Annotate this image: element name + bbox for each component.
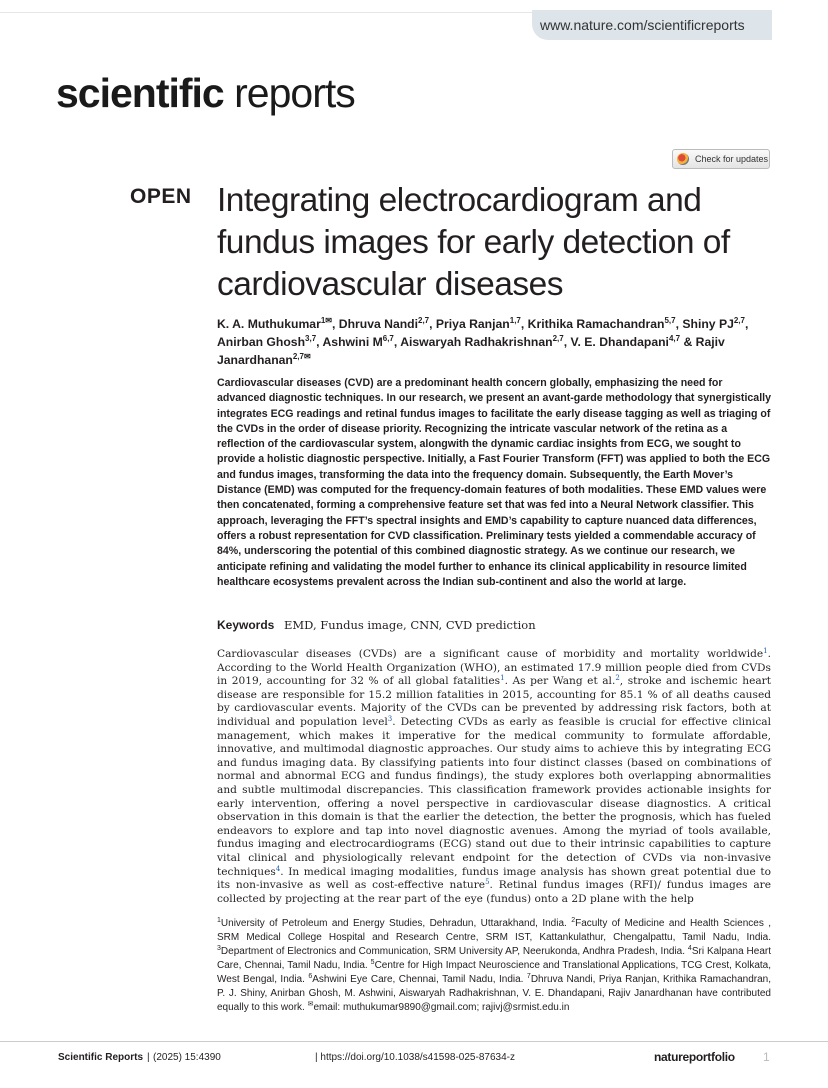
open-access-label: OPEN (130, 185, 192, 208)
publisher-logo: natureportfolio (654, 1050, 735, 1064)
affiliation-marker[interactable]: 1 (217, 917, 221, 924)
body-text-run: . According to the World Health Organization (WHO), an estimated 17.9 million people died from CVDs in 2019, accounting for 32 % of all global fatalities (217, 648, 771, 688)
author-name[interactable]: Ashwini M (322, 335, 383, 349)
body-text-run: . Retinal fundus images (RFI)/ fundus images are collected by projecting at the rear part of the eye (fundus) onto a 2D plane with the help (217, 879, 771, 905)
author-affiliation-marker: 1✉ (320, 316, 332, 325)
author-name[interactable]: Priya Ranjan (435, 317, 510, 331)
body-text-run: . In medical imaging modalities, fundus image analysis has shown great potential due to its non-invasive as well as cost-effective nature (217, 865, 771, 892)
affiliation-text: email: muthukumar9890@gmail.com; rajivj@srmist.edu.in (313, 1002, 570, 1013)
body-text-run: , stroke and ischemic heart disease are responsible for 15.2 million fatalities in 2015, accounting for 85.1 % of all deaths caused by cardiovascular events. Majority of the CVDs can be prevented by addressing risk factors, both at individual and population level (217, 675, 772, 728)
check-updates-button[interactable] (672, 149, 770, 169)
logo-bold-text: scientific (56, 70, 224, 116)
abstract: Cardiovascular diseases (CVD) are a predominant health concern globally, emphasizing the need for advanced diagnostic techniques. In our research, we present an avant-garde methodology that synergistically integrates ECG readings and retinal fundus images to facilitate the early disease tagging as well as triaging of the CVDs in the order of disease priority. Recognizing the intricate vascular network of the retina as a reflection of the cardiovascular system, alongwith the dynamic cardiac insights from ECG, we sought to provide a holistic diagnostic perspective. Initially, a Fast Fourier Transform (FFT) was applied to both the ECG and fundus images, transforming the data into the frequency domain. Subsequently, the Earth Mover’s Distance (EMD) was computed for the frequency-domain features of both modalities. These EMD values were then concatenated, forming a comprehensive feature set that was fed into a Neural Network classifier. This approach, leveraging the FFT’s spectral insights and EMD’s capability to capture nuanced data differences, offers a robust representation for CVD classification. Preliminary tests yielded a commendable accuracy of 84%, underscoring the potential of this combined diagnostic strategy. As we continue our research, we anticipate refining and validating the model further to enhance its clinical applicability in resource limited healthcare ecosystems prevalent across the Indian sub-continent and also the world at large. (217, 377, 771, 588)
author-name[interactable]: Krithika Ramachandran (527, 317, 665, 331)
footer-journal-name: Scientific Reports (58, 1052, 144, 1063)
citation-ref[interactable]: 4 (275, 864, 281, 873)
author-affiliation-marker: 2,7✉ (292, 352, 311, 361)
author-affiliation-marker: 2,7 (552, 334, 564, 343)
author-affiliation-marker: 3,7 (305, 334, 317, 343)
affiliation-marker[interactable]: 3 (217, 945, 221, 952)
citation-ref[interactable]: 1 (500, 674, 505, 683)
body-paragraph (217, 648, 771, 906)
affiliation-text: Dhruva Nandi, Priya Ranjan, Krithika Ramachandran, P. J. Shiny, Anirban Ghosh, M. Ashwini, Aiswaryah Radhakrishnan, V. E. Dhandapani, Rajiv Janardhanan have contributed equally to this work. (217, 974, 771, 1013)
affiliation-marker[interactable]: 2 (571, 917, 576, 924)
keywords (217, 618, 536, 632)
author-affiliation-marker: 2,7 (418, 316, 430, 325)
author-affiliation-marker: 5,7 (664, 316, 676, 325)
author-name[interactable]: & Rajiv Janardhanan (217, 335, 725, 367)
affiliation-marker[interactable]: 6 (308, 973, 313, 980)
author-name[interactable]: V. E. Dhandapani (570, 335, 669, 349)
author-name[interactable]: Shiny PJ (682, 317, 734, 331)
logo-light-text: reports (234, 70, 355, 116)
journal-url-link[interactable]: www.nature.com/scientificreports (540, 17, 745, 33)
body-text-run: Cardiovascular diseases (CVDs) are a significant cause of morbidity and mortality worldwide (217, 648, 764, 660)
affiliation-text: Sri Kalpana Heart Care, Chennai, Tamil Nadu, India. (217, 946, 771, 971)
journal-logo[interactable] (56, 70, 355, 117)
affiliation-marker[interactable]: ✉ (307, 1001, 314, 1008)
header-rule (0, 12, 532, 13)
citation-ref[interactable]: 2 (615, 674, 620, 683)
article-title: Integrating electrocardiogram and fundus images for early detection of cardiovascular diseases (217, 182, 730, 303)
author-name[interactable]: Dhruva Nandi (338, 317, 418, 331)
author-name[interactable]: Aiswaryah Radhakrishnan (400, 335, 553, 349)
author-affiliation-marker: 6,7 (382, 334, 394, 343)
citation-ref[interactable]: 1 (763, 647, 768, 655)
body-text-run: . Detecting CVDs as early as feasible is crucial for effective clinical management, which makes it imperative for the medical community to formulate affordable, innovative, and multimodal diagnostic approaches. Our study aims to achieve this by integrating ECG and fundus imaging data. By classifying patients into four distinct classes (based on combinations of normal and abnormal ECG and fundus findings), the study explores both overlapping abnormalities and subtle multimodal discrepancies. This classification framework provides actionable insights for early intervention, offering a novel perspective in cardiovascular disease diagnostics. A critical observation in this domain is that the earlier the detection, the better the prognosis, which has fueled endeavors to explore and tap into novel diagnostic avenues. Among the myriad of tools available, fundus imaging and electrocardiograms (ECG) stand out due to their intrinsic capabilities to capture vital clinical and physiologically relevant endpoint for the detection of CVDs via non-invasive techniques (217, 715, 771, 878)
author-affiliation-marker: 4,7 (668, 334, 681, 343)
affiliations (217, 917, 771, 1015)
citation-ref[interactable]: 5 (485, 878, 490, 887)
footer-citation: (2025) 15:4390 (153, 1052, 221, 1063)
keywords-text: EMD, Fundus image, CNN, CVD prediction (284, 618, 536, 632)
author-affiliation-marker: 2,7 (733, 316, 745, 325)
footer-journal (58, 1052, 150, 1063)
author-affiliation-marker: 1,7 (509, 316, 521, 325)
citation-ref[interactable]: 3 (387, 714, 393, 723)
author-name[interactable]: Anirban Ghosh (217, 335, 306, 349)
affiliation-marker[interactable]: 5 (370, 959, 375, 966)
author-list: K. A. Muthukumar$^{1✉}$, Dhruva Nandi$^{2,7}$, Priya Ranjan$^{1,7}$, Krithika Ramachandran$^{5,7}$, Shiny PJ$^{2,7}$, Anirban Ghosh$^{3,7}$, Ashwini M$^{6,7}$, Aiswaryah Radhakrishnan$^{2,7}$, V. E. Dhandapani$^{4,7}$ & Rajiv Janardhanan$^{2,7✉}$ (217, 316, 749, 367)
author-name[interactable]: K. A. Muthukumar (217, 317, 321, 331)
affiliation-text: Department of Electronics and Communication, SRM University AP, Neerukonda, Andhra Pradesh, India. (220, 946, 688, 957)
crossmark-icon (677, 153, 689, 165)
footer-separator: | (147, 1052, 150, 1063)
check-updates-label: Check for updates (695, 154, 769, 164)
affiliation-text: Ashwini Eye Care, Chennai, Tamil Nadu, India. (312, 974, 527, 985)
affiliation-marker[interactable]: 7 (526, 973, 531, 980)
doi-link[interactable]: | https://doi.org/10.1038/s41598-025-87634-z (315, 1052, 515, 1063)
keywords-label: Keywords (217, 618, 275, 632)
affiliation-text: Faculty of Medicine and Health Sciences , SRM Medical College Hospital and Research Centre, SRM IST, Kattankulathur, Chengalpattu, Tamil Nadu, India. (217, 918, 771, 943)
affiliation-text: University of Petroleum and Energy Studies, Dehradun, Uttarakhand, India. (220, 918, 572, 929)
affiliation-text: Centre for High Impact Neuroscience and Translational Applications, TCG Crest, Kolkata, West Bengal, India. (217, 960, 771, 985)
body-text-run: . As per Wang et al. (504, 675, 616, 688)
footer-rule (0, 1041, 828, 1042)
page-number: 1 (763, 1050, 770, 1064)
affiliation-marker[interactable]: 4 (687, 945, 692, 952)
